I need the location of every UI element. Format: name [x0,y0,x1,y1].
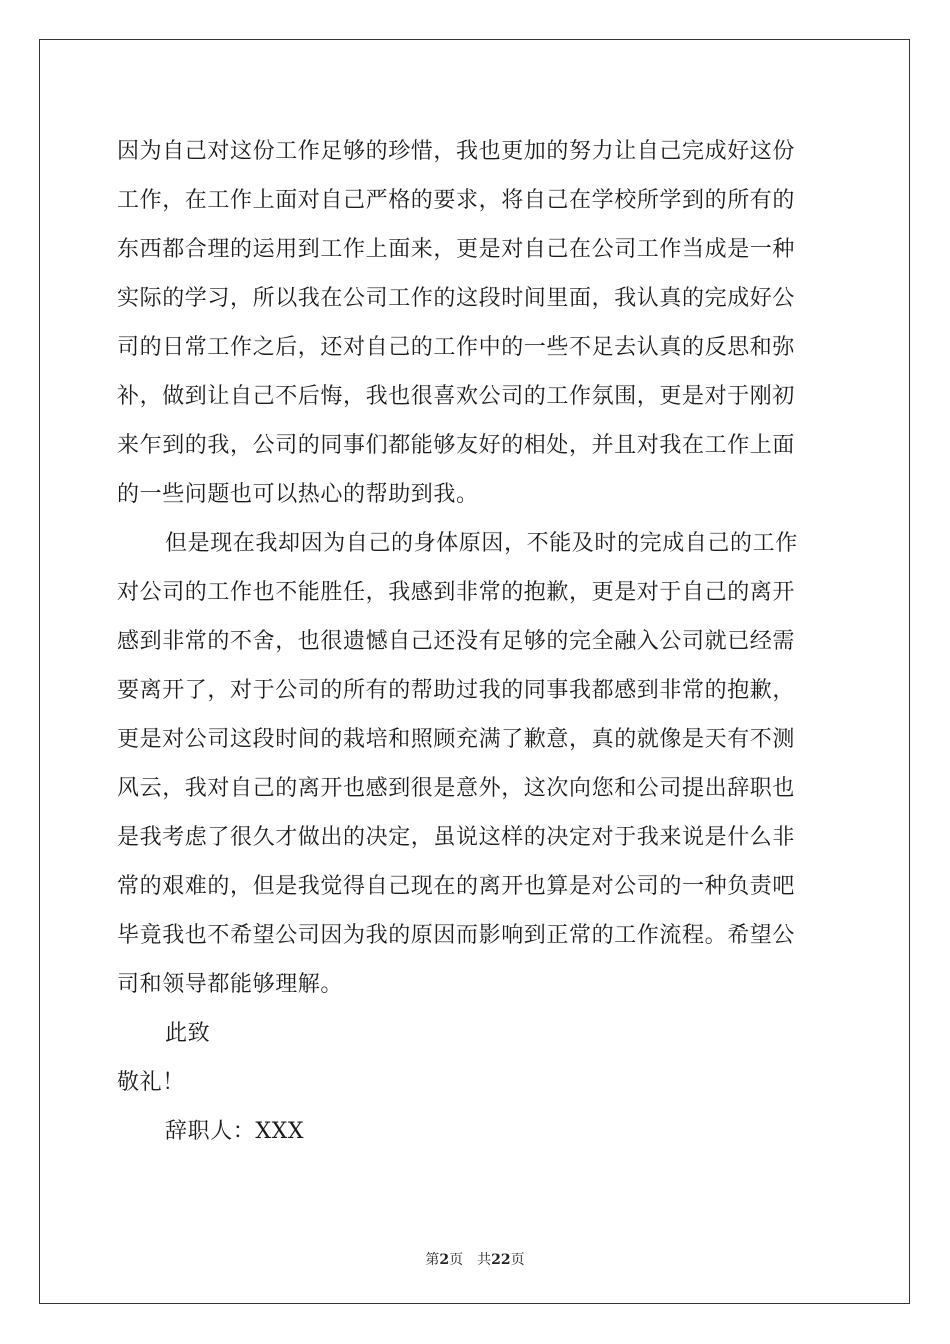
text-line: 感到非常的不舍，也很遗憾自己还没有足够的完全融入公司就已经需 [117,629,796,654]
page-current: 2 [439,1252,450,1268]
text-line: 但是现在我却因为自己的身体原因，不能及时的完成自己的工作 [165,531,798,556]
text-line: 工作，在工作上面对自己严格的要求，将自己在学校所学到的所有的 [117,188,796,213]
page-prefix: 第 [425,1252,440,1268]
text-line: 补，做到让自己不后悔，我也很喜欢公司的工作氛围，更是对于刚初 [117,384,796,409]
text-line: 东西都合理的运用到工作上面来，更是对自己在公司工作当成是一种 [117,237,796,262]
page-suffix: 页 [510,1252,525,1268]
page-total: 22 [491,1252,511,1268]
text-line: 因为自己对这份工作足够的珍惜，我也更加的努力让自己完成好这份 [117,139,796,164]
text-line: 司的日常工作之后，还对自己的工作中的一些不足去认真的反思和弥 [117,335,796,360]
text-line: 司和领导都能够理解。 [117,972,344,997]
signature-line: 辞职人：XXX [165,1119,305,1144]
text-line: 风云，我对自己的离开也感到很是意外，这次向您和公司提出辞职也 [117,776,796,801]
closing-line: 此致 [165,1021,211,1046]
text-line: 来乍到的我，公司的同事们都能够友好的相处，并且对我在工作上面 [117,433,796,458]
text-line: 更是对公司这段时间的栽培和照顾充满了歉意，真的就像是天有不测 [117,727,796,752]
page-mid: 页 共 [449,1252,492,1268]
text-line: 要离开了，对于公司的所有的帮助过我的同事我都感到非常的抱歉， [117,678,796,703]
text-line: 对公司的工作也不能胜任，我感到非常的抱歉，更是对于自己的离开 [117,580,796,605]
salute-line: 敬礼！ [117,1070,185,1095]
text-line: 常的艰难的，但是我觉得自己现在的离开也算是对公司的一种负责吧 [117,874,796,899]
text-line: 是我考虑了很久才做出的决定，虽说这样的决定对于我来说是什么非 [117,825,796,850]
text-line: 实际的学习，所以我在公司工作的这段时间里面，我认真的完成好公 [117,286,796,311]
page-footer [0,1249,950,1269]
letter-body [117,127,833,1156]
text-line: 的一些问题也可以热心的帮助到我。 [117,482,479,507]
text-line: 毕竟我也不希望公司因为我的原因而影响到正常的工作流程。希望公 [117,923,796,948]
